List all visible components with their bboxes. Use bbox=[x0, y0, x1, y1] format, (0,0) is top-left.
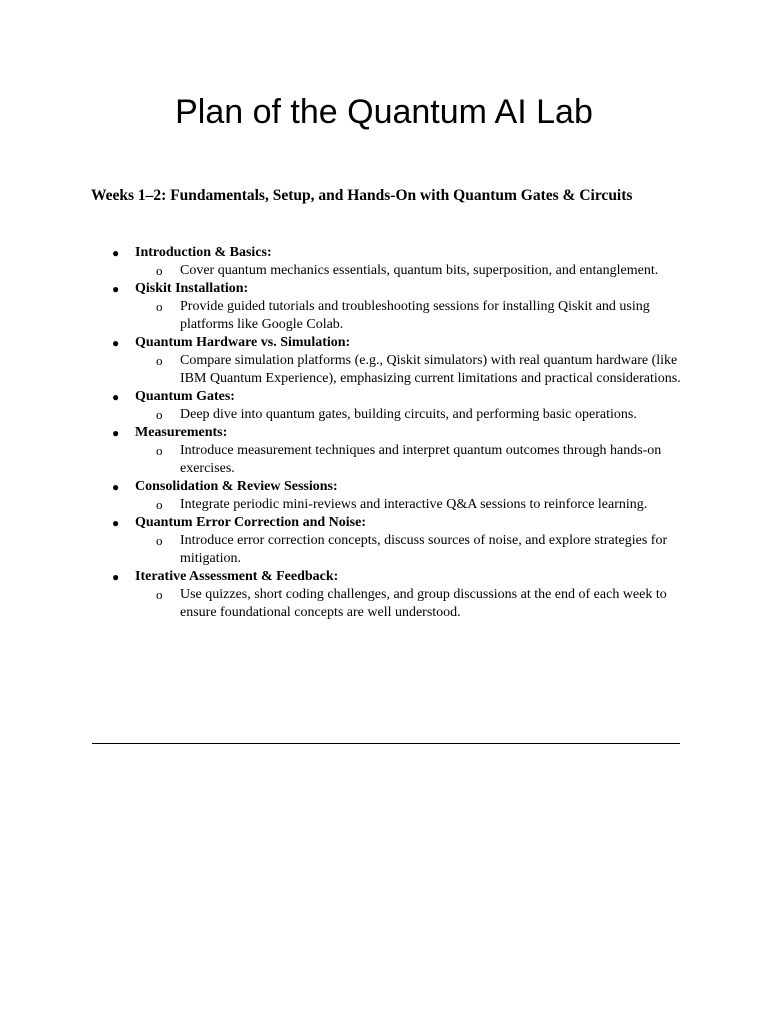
sub-list bbox=[135, 352, 691, 388]
sub-list-item bbox=[135, 442, 691, 478]
topic-label: Consolidation & Review Sessions: bbox=[135, 479, 338, 494]
list-item bbox=[91, 334, 691, 388]
sub-bullet-icon: o bbox=[156, 587, 163, 602]
topic-detail: Cover quantum mechanics essentials, quantum bits, superposition, and entanglement. bbox=[180, 263, 659, 278]
bullet-icon: ● bbox=[112, 570, 120, 584]
list-item bbox=[91, 244, 691, 280]
list-item bbox=[91, 280, 691, 334]
bullet-icon: ● bbox=[112, 336, 120, 350]
page-title: Plan of the Quantum AI Lab bbox=[175, 93, 593, 131]
topic-detail: Introduce measurement techniques and interpret quantum outcomes through hands-on exercises. bbox=[180, 443, 662, 476]
sub-list bbox=[135, 532, 691, 568]
bullet-icon: ● bbox=[112, 516, 120, 530]
topic-detail: Deep dive into quantum gates, building circuits, and performing basic operations. bbox=[180, 407, 637, 422]
sub-list-item bbox=[135, 496, 691, 514]
bullet-icon: ● bbox=[112, 282, 120, 296]
topic-detail: Compare simulation platforms (e.g., Qiskit simulators) with real quantum hardware (like IBM Quantum Experience), emphasizing current limitations and practical considerations. bbox=[180, 353, 681, 386]
sub-bullet-icon: o bbox=[156, 443, 163, 458]
sub-bullet-icon: o bbox=[156, 353, 163, 368]
sub-list-item bbox=[135, 406, 691, 424]
bullet-icon: ● bbox=[112, 246, 120, 260]
sub-list-item bbox=[135, 532, 691, 568]
sub-bullet-icon: o bbox=[156, 263, 163, 278]
topic-label: Qiskit Installation: bbox=[135, 281, 249, 296]
sub-bullet-icon: o bbox=[156, 533, 163, 548]
bullet-icon: ● bbox=[112, 390, 120, 404]
list-item bbox=[91, 568, 691, 622]
bullet-icon: ● bbox=[112, 480, 120, 494]
topic-label: Introduction & Basics: bbox=[135, 245, 272, 260]
sub-list bbox=[135, 496, 691, 514]
topic-detail: Use quizzes, short coding challenges, and group discussions at the end of each week to ensure foundational concepts are well understood. bbox=[180, 587, 667, 620]
topic-detail: Provide guided tutorials and troubleshooting sessions for installing Qiskit and using platforms like Google Colab. bbox=[180, 299, 650, 332]
sub-bullet-icon: o bbox=[156, 407, 163, 422]
topic-label: Measurements: bbox=[135, 425, 228, 440]
topic-label: Quantum Hardware vs. Simulation: bbox=[135, 335, 351, 350]
list-item bbox=[91, 388, 691, 424]
sub-bullet-icon: o bbox=[156, 299, 163, 314]
topic-label: Quantum Error Correction and Noise: bbox=[135, 515, 366, 530]
topic-label: Iterative Assessment & Feedback: bbox=[135, 569, 339, 584]
sub-bullet-icon: o bbox=[156, 497, 163, 512]
topic-detail: Integrate periodic mini-reviews and interactive Q&A sessions to reinforce learning. bbox=[180, 497, 648, 512]
sub-list bbox=[135, 262, 691, 280]
list-item bbox=[91, 424, 691, 478]
topic-list bbox=[91, 244, 691, 622]
bullet-icon: ● bbox=[112, 426, 120, 440]
sub-list bbox=[135, 298, 691, 334]
sub-list-item bbox=[135, 262, 691, 280]
sub-list bbox=[135, 406, 691, 424]
list-item bbox=[91, 514, 691, 568]
horizontal-divider bbox=[92, 743, 680, 744]
list-item bbox=[91, 478, 691, 514]
section-heading: Weeks 1–2: Fundamentals, Setup, and Hands-On with Quantum Gates & Circuits bbox=[91, 187, 633, 204]
sub-list-item bbox=[135, 352, 691, 388]
sub-list bbox=[135, 586, 691, 622]
sub-list bbox=[135, 442, 691, 478]
topic-detail: Introduce error correction concepts, discuss sources of noise, and explore strategies for mitigation. bbox=[180, 533, 668, 566]
sub-list-item bbox=[135, 298, 691, 334]
sub-list-item bbox=[135, 586, 691, 622]
topic-label: Quantum Gates: bbox=[135, 389, 235, 404]
